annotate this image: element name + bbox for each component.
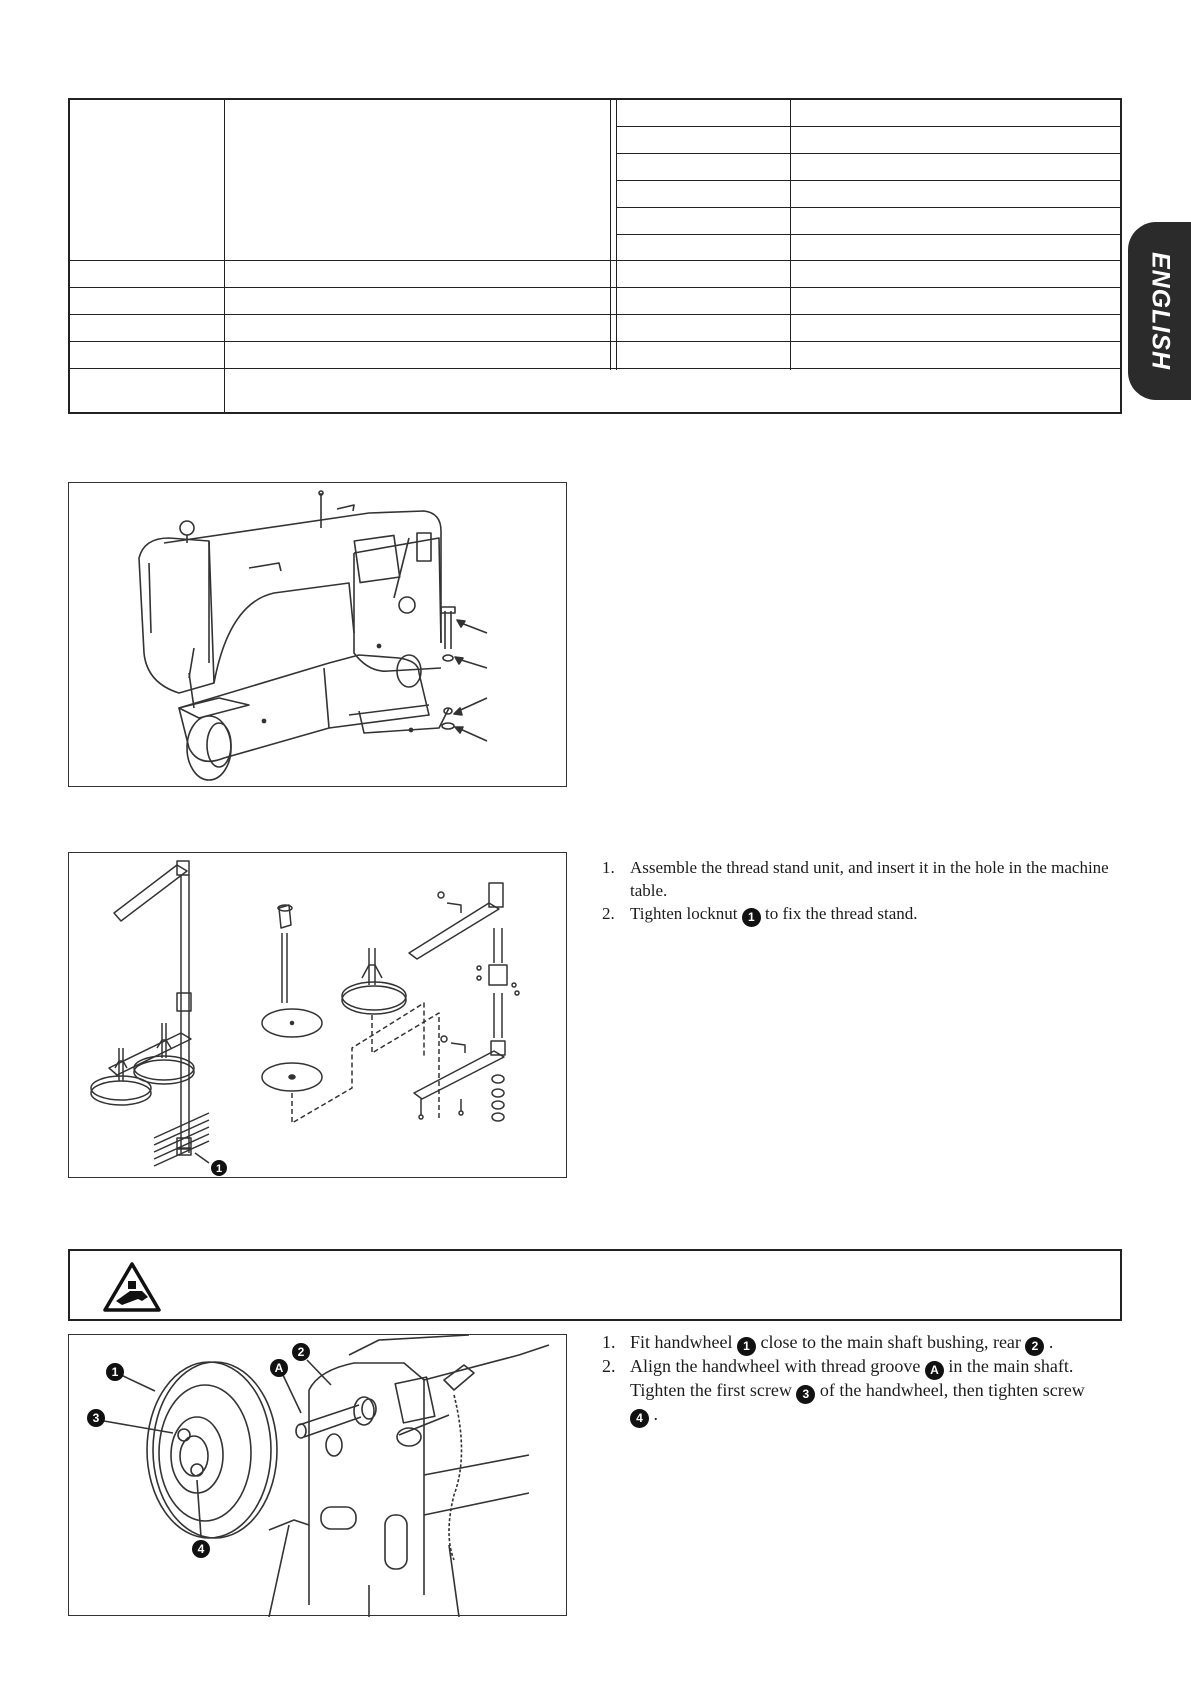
handwheel-figure bbox=[68, 1334, 567, 1616]
ref-badge-2: 2 bbox=[1025, 1337, 1044, 1356]
callout-1 bbox=[106, 1363, 124, 1381]
thread-stand-step-1: 1. Assemble the thread stand unit, and insert it in the hole in the machine table. bbox=[602, 858, 1109, 900]
thread-stand-illustration bbox=[69, 853, 568, 1179]
callout-4 bbox=[192, 1540, 210, 1558]
thread-stand-figure bbox=[68, 852, 567, 1178]
spec-table bbox=[68, 98, 1122, 414]
machine-head-illustration bbox=[69, 483, 568, 788]
callout-3 bbox=[87, 1409, 105, 1427]
svg-text:1: 1 bbox=[111, 1365, 119, 1379]
thread-stand-instructions bbox=[602, 856, 1112, 927]
handwheel-step-1: 1. Fit handwheel 1 close to the main shaft bushing, rear 2 . bbox=[602, 1332, 1100, 1356]
thread-stand-step-2: 2. Tighten locknut 1 to fix the thread stand. bbox=[602, 902, 1112, 927]
ref-badge-4: 4 bbox=[630, 1409, 649, 1428]
svg-text:A: A bbox=[274, 1361, 284, 1375]
warning-box bbox=[68, 1249, 1122, 1321]
language-tab-label: ENGLISH bbox=[1146, 251, 1174, 371]
machine-head-figure bbox=[68, 482, 567, 787]
callout-A bbox=[270, 1359, 288, 1377]
ref-badge-1: 1 bbox=[742, 908, 761, 927]
callout-1 bbox=[211, 1160, 227, 1176]
hand-crush-warning-icon bbox=[102, 1261, 162, 1313]
ref-badge-1: 1 bbox=[737, 1337, 756, 1356]
handwheel-step-2: 2. Align the handwheel with thread groove A in the main shaft. Tighten the first screw 3 of the handwheel, then tighten screw 4 . bbox=[602, 1356, 1100, 1428]
handwheel-illustration bbox=[69, 1335, 568, 1617]
svg-text:4: 4 bbox=[197, 1542, 205, 1556]
language-tab bbox=[1128, 222, 1191, 400]
svg-text:2: 2 bbox=[297, 1345, 305, 1359]
callout-2 bbox=[292, 1343, 310, 1361]
handwheel-instructions bbox=[602, 1332, 1100, 1428]
ref-badge-3: 3 bbox=[796, 1385, 815, 1404]
ref-badge-A: A bbox=[925, 1361, 944, 1380]
svg-text:1: 1 bbox=[215, 1163, 223, 1175]
svg-text:3: 3 bbox=[92, 1411, 100, 1425]
